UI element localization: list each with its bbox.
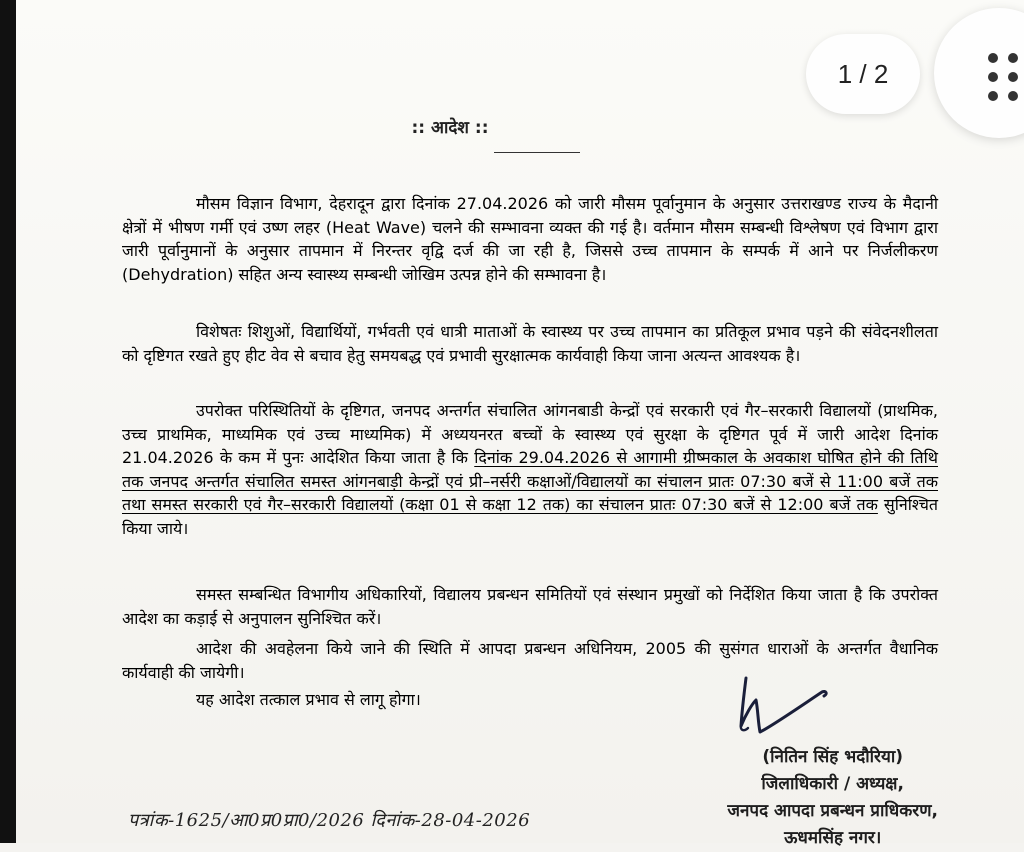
paragraph-3-start: उपरोक्त परिस्थितियों के दृष्टिगत, जनपद अन्तर्गत संचालित आंगनबाडी केन्द्रों एवं सरकारी एवं गैर–सरकारी विद्यालयों (प्राथमिक, उच्च प्राथमिक, माध्यमिक एवं उच्च माध्यमिक) में अध्ययनरत बच्चों के स्वास्थ्य एवं सुरक्षा के दृष्टिगत पूर्व में जारी आदेश दिनांक 21.04.2026 के कम में पुनः आदेशित किया जाता है कि [122, 401, 938, 468]
document-heading: :: आदेश :: [411, 118, 489, 138]
paragraph-3-underlined: दिनांक 29.04.2026 से आगामी ग्रीष्मकाल के अवकाश घोषित होने की तिथि तक जनपद अन्तर्गत संचालित समस्त आंगनबाड़ी केन्द्रों एवं प्री–नर्सरी कक्षाओं/विद्यालयों का संचालन प्रातः 07:30 बजें से 11:00 बजें तक तथा समस्त सरकारी एवं गैर–सरकारी विद्यालयों (कक्षा 01 से कक्षा 12 तक) का संचालन प्रातः 07:30 बजें से 12:00 बजें तक [122, 448, 938, 515]
signatory-location: ऊधमसिंह नगर। [784, 828, 882, 848]
paragraph-6: यह आदेश तत्काल प्रभाव से लागू होगा। [196, 690, 421, 709]
heading-underline [494, 152, 580, 153]
signatory-authority: जनपद आपदा प्रबन्धन प्राधिकरण, [727, 801, 938, 821]
handwritten-signature [728, 670, 838, 740]
grid-dots-icon [988, 53, 1022, 101]
left-edge [0, 0, 16, 843]
paragraph-5: आदेश की अवहेलना किये जाने की स्थिति में आपदा प्रबन्धन अधिनियम, 2005 की सुसंगत धाराओं के अन्तर्गत वैधानिक कार्यवाही की जायेगी। [122, 639, 938, 682]
signatory-block [727, 744, 938, 852]
paragraph-3 [122, 399, 938, 541]
paragraph-1: मौसम विज्ञान विभाग, देहरादून द्वारा दिनांक 27.04.2026 को जारी मौसम पूर्वानुमान के अनुसार उत्तराखण्ड राज्य के मैदानी क्षेत्रों में भीषण गर्मी एवं उष्ण लहर (Heat Wave) चलने की सम्भावना व्यक्त की गई है। वर्तमान मौसम सम्बन्धी विश्लेषण एवं विभाग द्वारा जारी पूर्वानुमानों के अनुसार तापमान में निरन्तर वृद्वि दर्ज की जा रही है, जिससे उच्च तापमान के सम्पर्क में आने पर निर्जलीकरण (Dehydration) सहित अन्य स्वास्थ्य सम्बन्धी जोखिम उत्पन्न होने की सम्भावना है। [122, 194, 938, 284]
signatory-name: (नितिन सिंह भदौरिया) [762, 747, 904, 767]
reference-number: पत्रांक-1625/आ0प्र0प्रा0/2026 दिनांक-28-04-2026 [128, 810, 531, 831]
signatory-designation: जिलाधिकारी / अध्यक्ष, [761, 774, 904, 794]
paragraph-4: समस्त सम्बन्धित विभागीय अधिकारियों, विद्यालय प्रबन्धन समितियों एवं संस्थान प्रमुखों को निर्देशित किया जाता है कि उपरोक्त आदेश का कड़ाई से अनुपालन सुनिश्चित करें। [122, 585, 938, 628]
paragraph-2: विशेषतः शिशुओं, विद्यार्थियों, गर्भवती एवं धात्री माताओं के स्वास्थ्य पर उच्च तापमान का प्रतिकूल प्रभाव पड़ने की संवेदनशीलता को दृष्टिगत रखते हुए हीट वेव से बचाव हेतु समयबद्ध एवं प्रभावी सुरक्षात्मक कार्यवाही किया जाना अत्यन्त आवश्यक है। [122, 322, 938, 365]
paragraph-3-end: सुनिश्चित किया जाये। [122, 495, 938, 538]
page-indicator: 1 / 2 [806, 34, 920, 114]
